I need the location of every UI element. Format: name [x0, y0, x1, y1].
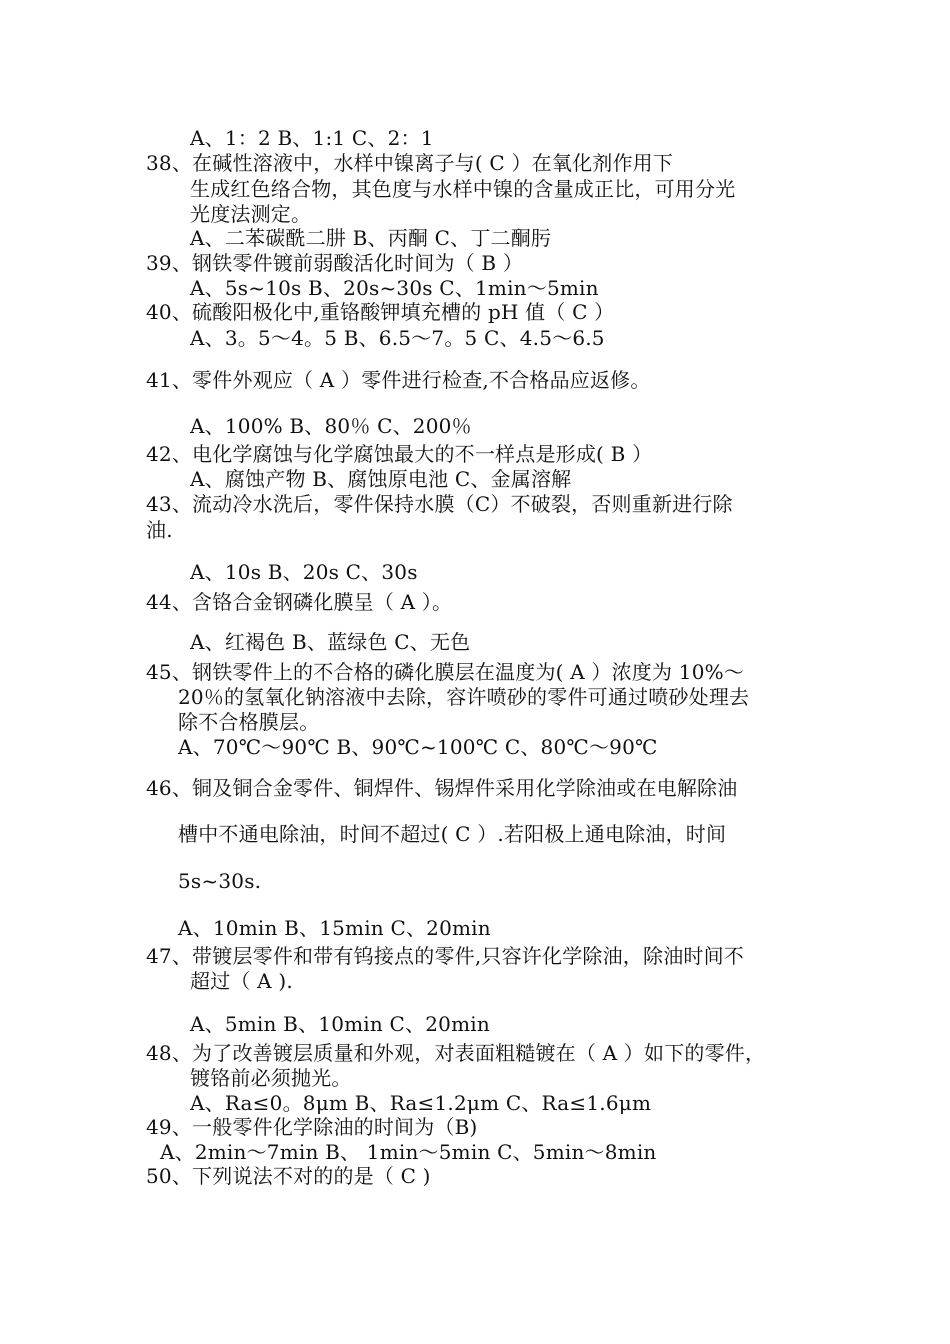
q43-question: 43、流动冷水洗后，零件保持水膜（C）不破裂，否则重新进行除: [146, 492, 733, 516]
q44-question: 44、含铬合金钢磷化膜呈（ A ）。: [146, 590, 453, 614]
q45-question-cont: 20％的氢氧化钠溶液中去除，容许喷砂的零件可通过喷砂处理去: [178, 685, 750, 709]
q45-question-cont: 除不合格膜层。: [178, 710, 320, 734]
q50-question: 50、下列说法不对的的是（ C ): [146, 1164, 431, 1188]
q47-question: 47、带镀层零件和带有钨接点的零件,只容许化学除油，除油时间不: [146, 944, 745, 968]
q45-question: 45、钢铁零件上的不合格的磷化膜层在温度为( A ）浓度为 10%～: [146, 660, 745, 684]
q38-question-cont: 光度法测定。: [190, 202, 312, 226]
q38-question: 38、在碱性溶液中，水样中镍离子与( C ）在氧化剂作用下: [146, 151, 674, 175]
q46-question-cont: 槽中不通电除油，时间不超过( C ）.若阳极上通电除油，时间: [178, 822, 727, 846]
q41-options: A、100% B、80％ C、200％: [190, 414, 472, 438]
q48-question-cont: 镀铬前必须抛光。: [190, 1066, 352, 1090]
q49-question: 49、一般零件化学除油的时间为（B): [146, 1115, 478, 1139]
q47-options: A、5min B、10min C、20min: [190, 1012, 490, 1036]
q44-options: A、红褐色 B、蓝绿色 C、无色: [190, 630, 471, 654]
q38-options: A、二苯碳酰二肼 B、丙酮 C、丁二酮肟: [190, 226, 552, 250]
q39-options: A、5s~10s B、20s~30s C、1min～5min: [190, 276, 599, 300]
q48-question: 48、为了改善镀层质量和外观，对表面粗糙镀在（ A ）如下的零件，: [146, 1041, 766, 1065]
q46-question-cont: 5s~30s.: [178, 869, 262, 893]
q47-question-cont: 超过（ A ).: [190, 969, 293, 993]
q37-options: A、1：2 B、1:1 C、2：1: [190, 126, 434, 150]
q49-options: A、2min～7min B、 1min～5min C、5min～8min: [160, 1140, 657, 1164]
q40-question: 40、硫酸阳极化中,重铬酸钾填充槽的 pH 值（ C ）: [146, 300, 615, 324]
q40-options: A、3。5～4。5 B、6.5～7。5 C、4.5～6.5: [190, 326, 605, 350]
q43-question-cont: 油.: [146, 518, 173, 542]
q39-question: 39、钢铁零件镀前弱酸活化时间为（ B ）: [146, 251, 524, 275]
q45-options: A、70℃～90℃ B、90℃~100℃ C、80℃～90℃: [178, 735, 658, 759]
q43-options: A、10s B、20s C、30s: [190, 560, 418, 584]
q46-options: A、10min B、15min C、20min: [178, 916, 491, 940]
q41-question: 41、零件外观应（ A ）零件进行检查,不合格品应返修。: [146, 368, 651, 392]
q46-question: 46、铜及铜合金零件、铜焊件、锡焊件采用化学除油或在电解除油: [146, 776, 738, 800]
q42-question: 42、电化学腐蚀与化学腐蚀最大的不一样点是形成( B ）: [146, 442, 653, 466]
q48-options: A、Ra≤0。8μm B、Ra≤1.2μm C、Ra≤1.6μm: [190, 1091, 652, 1115]
q38-question-cont: 生成红色络合物，其色度与水样中镍的含量成正比，可用分光: [190, 177, 736, 201]
q42-options: A、腐蚀产物 B、腐蚀原电池 C、金属溶解: [190, 467, 572, 491]
